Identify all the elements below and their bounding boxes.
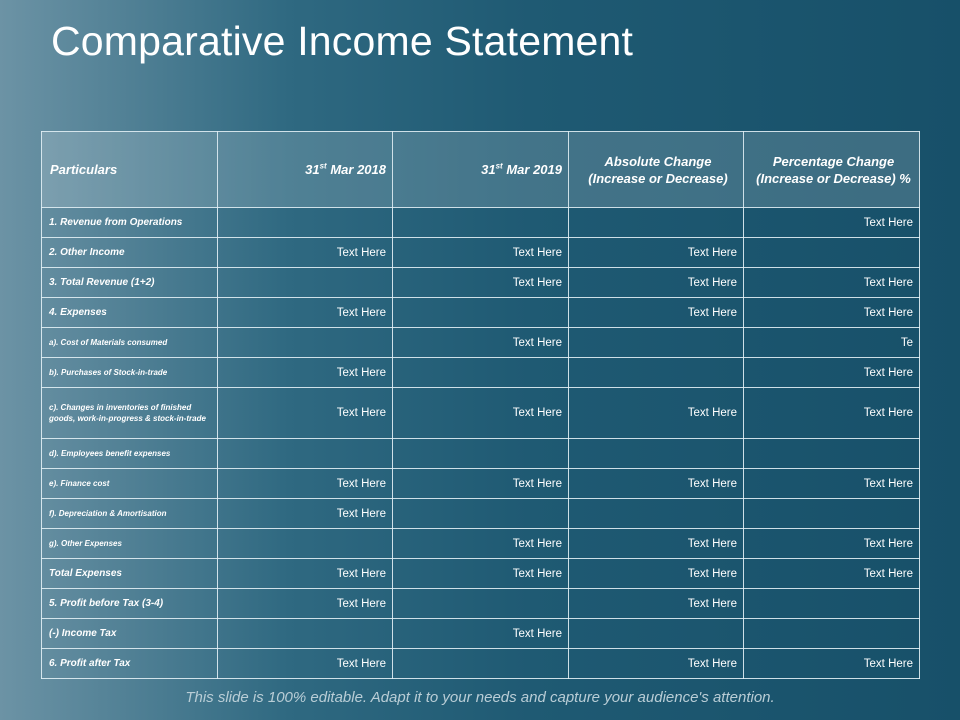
cell-absolute-change: Text Here (569, 268, 744, 298)
cell-mar-2018 (218, 439, 393, 469)
row-label: f). Depreciation & Amortisation (42, 499, 218, 529)
cell-absolute-change (569, 358, 744, 388)
cell-mar-2019: Text Here (393, 268, 569, 298)
cell-mar-2018: Text Here (218, 469, 393, 499)
cell-mar-2018: Text Here (218, 358, 393, 388)
header-absolute-change: Absolute Change (Increase or Decrease) (569, 132, 744, 208)
cell-percentage-change: Text Here (744, 649, 920, 679)
row-label: b). Purchases of Stock-in-trade (42, 358, 218, 388)
row-label: Total Expenses (42, 559, 218, 589)
cell-percentage-change (744, 619, 920, 649)
table-row (42, 559, 920, 589)
table-row (42, 388, 920, 439)
cell-mar-2019 (393, 298, 569, 328)
cell-absolute-change: Text Here (569, 298, 744, 328)
header-mar-2018 (218, 132, 393, 208)
cell-mar-2019: Text Here (393, 619, 569, 649)
row-label: 1. Revenue from Operations (42, 208, 218, 238)
table-row (42, 589, 920, 619)
row-label: 2. Other Income (42, 238, 218, 268)
row-label: 3. Total Revenue (1+2) (42, 268, 218, 298)
cell-percentage-change (744, 499, 920, 529)
cell-mar-2019: Text Here (393, 559, 569, 589)
cell-mar-2019: Text Here (393, 388, 569, 439)
cell-mar-2018 (218, 208, 393, 238)
cell-mar-2018: Text Here (218, 589, 393, 619)
cell-absolute-change: Text Here (569, 469, 744, 499)
header-mar-2019-day: 31 (481, 162, 496, 177)
header-particulars: Particulars (42, 132, 218, 208)
cell-mar-2019: Text Here (393, 238, 569, 268)
cell-percentage-change: Text Here (744, 208, 920, 238)
footer-note: This slide is 100% editable. Adapt it to your needs and capture your audience's attention. (185, 689, 775, 706)
cell-mar-2018: Text Here (218, 559, 393, 589)
cell-mar-2019 (393, 358, 569, 388)
cell-absolute-change (569, 439, 744, 469)
row-label: a). Cost of Materials consumed (42, 328, 218, 358)
row-label: d). Employees benefit expenses (42, 439, 218, 469)
cell-percentage-change: Text Here (744, 469, 920, 499)
cell-absolute-change (569, 619, 744, 649)
header-mar-2019-suffix: st (495, 161, 503, 171)
table-row (42, 469, 920, 499)
table-row (42, 208, 920, 238)
table-row (42, 328, 920, 358)
cell-percentage-change: Text Here (744, 358, 920, 388)
header-mar-2018-month-year: Mar 2018 (326, 162, 386, 177)
income-statement-table (41, 131, 920, 679)
table-row (42, 619, 920, 649)
header-mar-2019 (393, 132, 569, 208)
table-row (42, 649, 920, 679)
cell-mar-2018: Text Here (218, 499, 393, 529)
cell-mar-2018 (218, 328, 393, 358)
cell-mar-2019 (393, 589, 569, 619)
row-label: (-) Income Tax (42, 619, 218, 649)
row-label: g). Other Expenses (42, 529, 218, 559)
header-mar-2018-suffix: st (319, 161, 327, 171)
header-mar-2018-day: 31 (305, 162, 320, 177)
cell-absolute-change (569, 208, 744, 238)
cell-mar-2018 (218, 529, 393, 559)
cell-mar-2018 (218, 268, 393, 298)
table-header-row (42, 132, 920, 208)
header-percentage-change: Percentage Change (Increase or Decrease) % (744, 132, 920, 208)
cell-percentage-change (744, 589, 920, 619)
cell-percentage-change: Text Here (744, 268, 920, 298)
cell-mar-2019: Text Here (393, 469, 569, 499)
row-label: e). Finance cost (42, 469, 218, 499)
table-row (42, 268, 920, 298)
page-title: Comparative Income Statement (51, 18, 634, 64)
cell-absolute-change: Text Here (569, 238, 744, 268)
cell-mar-2019 (393, 439, 569, 469)
cell-percentage-change: Text Here (744, 298, 920, 328)
cell-absolute-change: Text Here (569, 589, 744, 619)
table-row (42, 358, 920, 388)
cell-percentage-change: Te (744, 328, 920, 358)
cell-mar-2018: Text Here (218, 298, 393, 328)
cell-absolute-change: Text Here (569, 559, 744, 589)
cell-mar-2018: Text Here (218, 388, 393, 439)
cell-absolute-change (569, 328, 744, 358)
row-label: 6. Profit after Tax (42, 649, 218, 679)
cell-percentage-change (744, 238, 920, 268)
cell-percentage-change: Text Here (744, 388, 920, 439)
table-row (42, 298, 920, 328)
table-row (42, 529, 920, 559)
cell-absolute-change: Text Here (569, 388, 744, 439)
row-label: c). Changes in inventories of finished goods, work-in-progress & stock-in-trade (42, 388, 218, 439)
cell-percentage-change: Text Here (744, 529, 920, 559)
header-mar-2019-month-year: Mar 2019 (502, 162, 562, 177)
cell-percentage-change (744, 439, 920, 469)
cell-mar-2018: Text Here (218, 649, 393, 679)
cell-absolute-change: Text Here (569, 529, 744, 559)
row-label: 4. Expenses (42, 298, 218, 328)
cell-mar-2018: Text Here (218, 238, 393, 268)
cell-absolute-change: Text Here (569, 649, 744, 679)
cell-mar-2019 (393, 208, 569, 238)
cell-mar-2018 (218, 619, 393, 649)
cell-mar-2019: Text Here (393, 328, 569, 358)
cell-mar-2019 (393, 499, 569, 529)
cell-mar-2019 (393, 649, 569, 679)
table-row (42, 238, 920, 268)
table-row (42, 499, 920, 529)
cell-absolute-change (569, 499, 744, 529)
cell-percentage-change: Text Here (744, 559, 920, 589)
cell-mar-2019: Text Here (393, 529, 569, 559)
table-row (42, 439, 920, 469)
row-label: 5. Profit before Tax (3-4) (42, 589, 218, 619)
table-body (42, 208, 920, 679)
